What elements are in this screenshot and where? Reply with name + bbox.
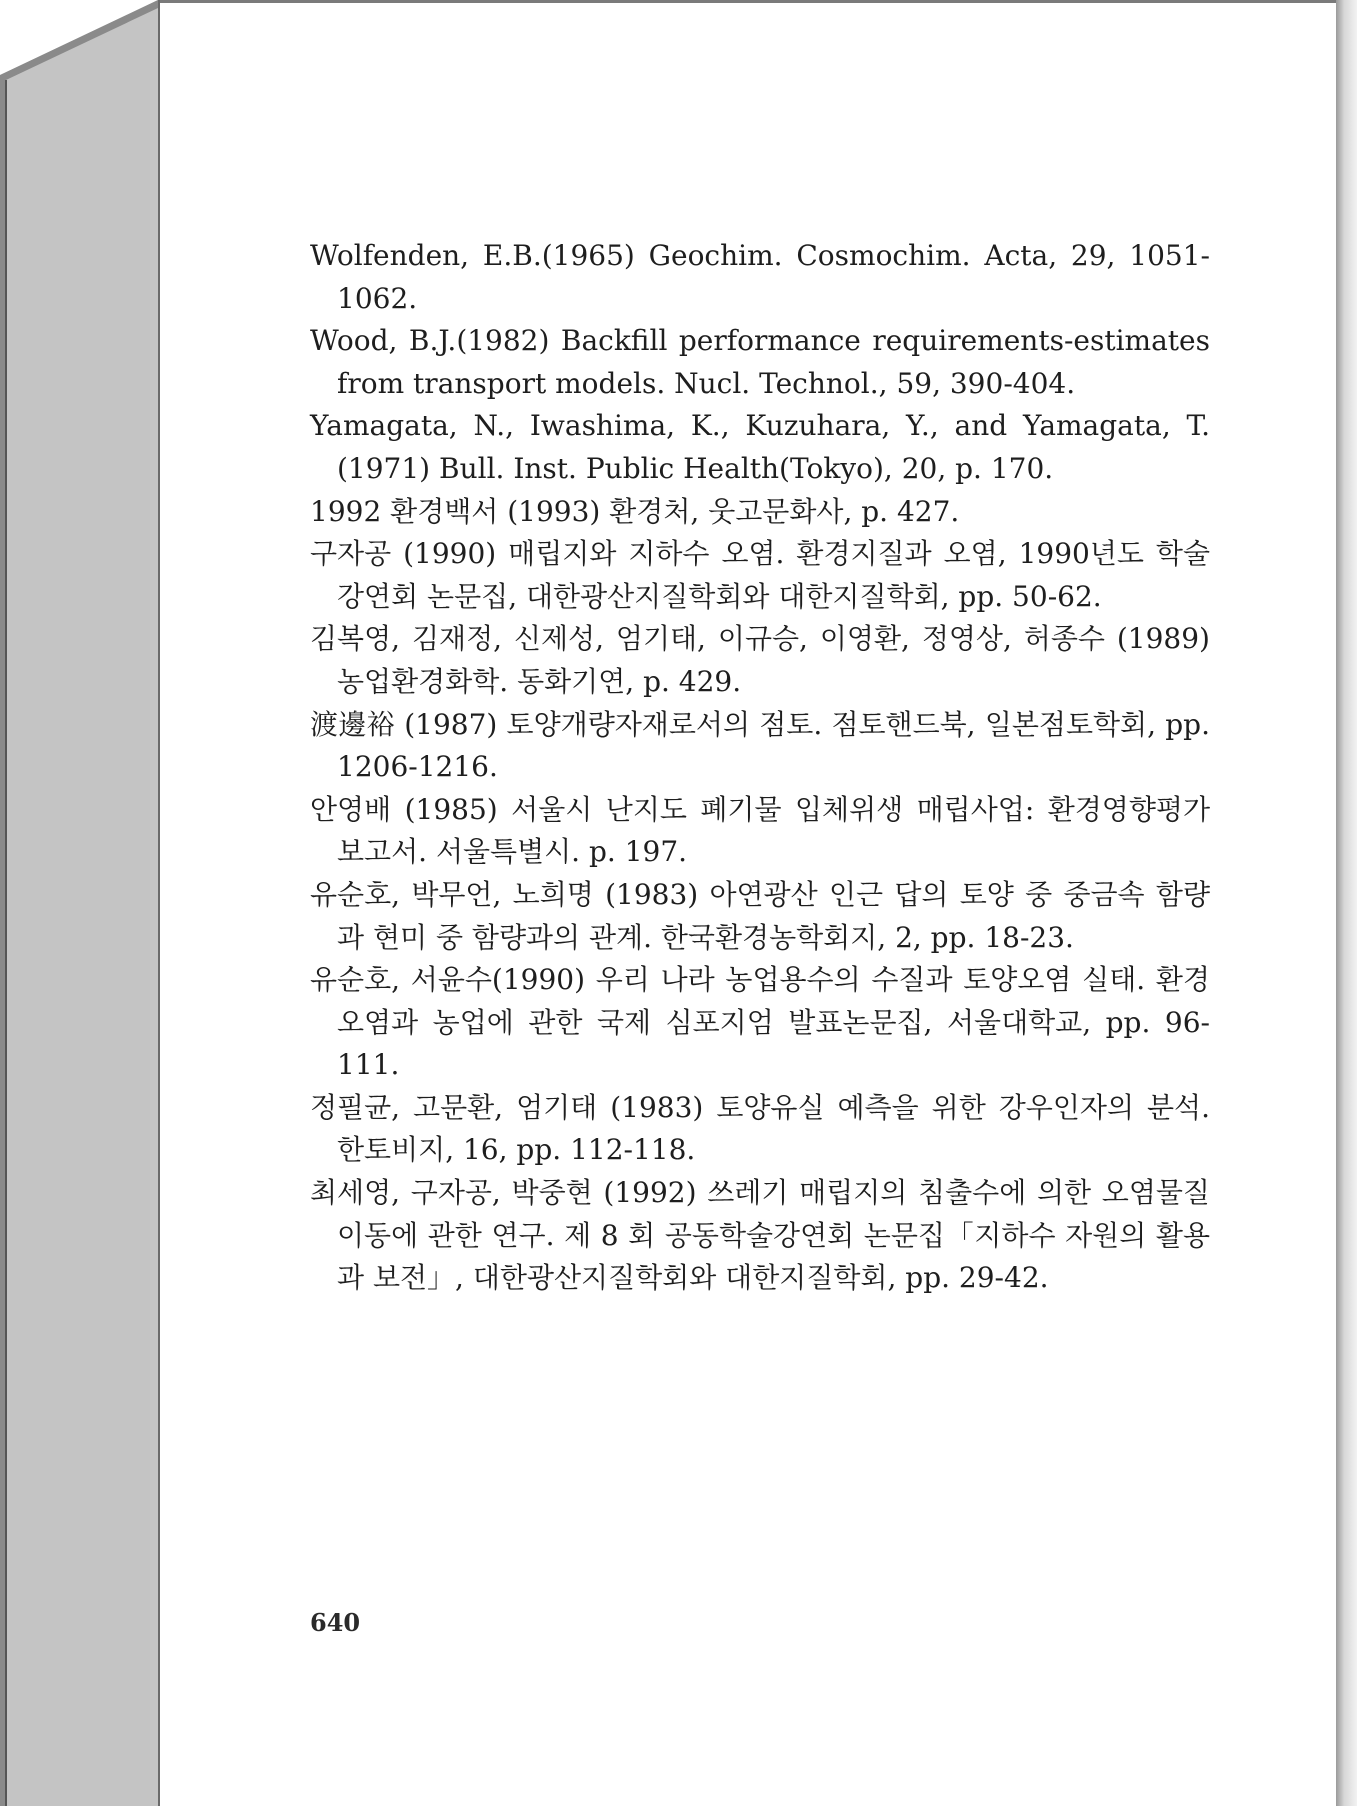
reference-entry: 안영배 (1985) 서울시 난지도 폐기물 입체위생 매립사업: 환경영향평가 보고서. 서울특별시. p. 197. <box>310 792 1210 869</box>
reference-entry: Yamagata, N., Iwashima, K., Kuzuhara, Y., and Yamagata, T.(1971) Bull. Inst. Public Health(Tokyo), 20, p. 170. <box>310 409 1210 485</box>
reference-entry: 渡邊裕 (1987) 토양개량자재로서의 점토. 점토핸드북, 일본점토학회, pp. 1206-1216. <box>310 707 1210 784</box>
reference-entry: 1992 환경백서 (1993) 환경처, 웃고문화사, p. 427. <box>310 494 960 528</box>
reference-entry: Wood, B.J.(1982) Backfill performance requirements-estimates from transport models. Nucl. Technol., 59, 390-404. <box>310 324 1210 400</box>
reference-list <box>310 235 1210 1300</box>
page-edge-shadow <box>1336 0 1357 1806</box>
reference-entry: 김복영, 김재정, 신제성, 엄기태, 이규승, 이영환, 정영상, 허종수 (1989) 농업환경화학. 동화기연, p. 429. <box>310 622 1210 698</box>
reference-entry: Wolfenden, E.B.(1965) Geochim. Cosmochim. Acta, 29, 1051-1062. <box>310 239 1210 315</box>
reference-entry: 최세영, 구자공, 박중현 (1992) 쓰레기 매립지의 침출수에 의한 오염물질 이동에 관한 연구. 제 8 회 공동학술강연회 논문집「지하수 자원의 활용과 보전」, 대한광산지질학회와 대한지질학회, pp. 29-42. <box>310 1176 1210 1295</box>
book-page <box>158 0 1336 1806</box>
page-top-border <box>160 0 1338 3</box>
reference-entry: 구자공 (1990) 매립지와 지하수 오염. 환경지질과 오염, 1990년도 학술강연회 논문집, 대한광산지질학회와 대한지질학회, pp. 50-62. <box>310 537 1210 613</box>
page-number: 640 <box>310 1608 361 1637</box>
reference-entry: 유순호, 서윤수(1990) 우리 나라 농업용수의 수질과 토양오염 실태. 환경오염과 농업에 관한 국제 심포지엄 발표논문집, 서울대학교, pp. 96-111. <box>310 963 1210 1082</box>
reference-entry: 유순호, 박무언, 노희명 (1983) 아연광산 인근 답의 토양 중 중금속 함량과 현미 중 함량과의 관계. 한국환경농학회지, 2, pp. 18-23. <box>310 877 1210 954</box>
reference-entry: 정필균, 고문환, 엄기태 (1983) 토양유실 예측을 위한 강우인자의 분석. 한토비지, 16, pp. 112-118. <box>310 1090 1210 1167</box>
